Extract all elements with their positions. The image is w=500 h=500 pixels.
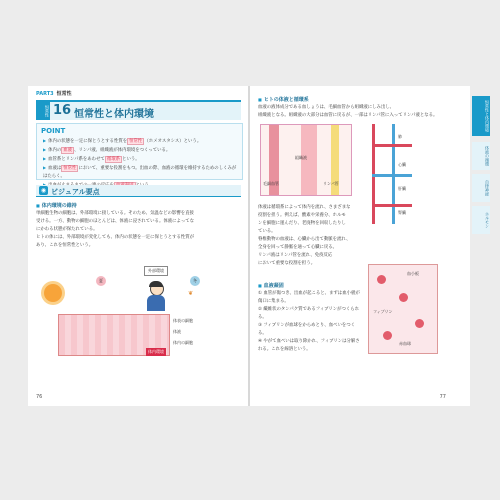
sun-icon	[44, 284, 62, 302]
visual-heading: ビジュアル要点	[51, 188, 100, 196]
person-illustration	[143, 282, 169, 312]
section-a2-body: 体液は循環系によって体内を流れ、さまざまな 役割を担う。例えば、酸素や栄養分、ホルモ ンを細胞に運んだり、老廃物を回収したりし ている。 脊椎動物の血液は、心臓から出て動脈を流れ、 全身を回って静脈を通って心臓に戻る。 リンパ液はリンパ管を流れ、免疫反応 において重要な役割を担う。	[258, 205, 351, 266]
skin-label-2: 体液	[173, 329, 181, 334]
summer-badge: 夏	[96, 276, 106, 286]
section-a-title: ■ ヒトの体液と循環系	[258, 96, 309, 103]
visual-heading-bar	[36, 185, 241, 197]
tissue-fluid-diagram	[260, 124, 352, 196]
clot-label-rbc: 赤血球	[399, 341, 411, 346]
organ-label-lung: 肺	[398, 134, 402, 139]
red-cell-shape	[377, 275, 386, 284]
organ-label-kidney: 腎臓	[398, 210, 406, 215]
point-item: ▶ 体内の 血液 、リンパ液、組織液が体内環境をつくっている。	[43, 146, 239, 155]
point-item: ▶ 血管系とリンパ系をあわせて 循環系 という。	[43, 155, 239, 164]
leaf-icon: ❦	[188, 290, 194, 297]
winter-badge: 冬	[190, 276, 200, 286]
chapter-title: 恒常性と体内環境	[74, 109, 154, 120]
skin-label-3: 体内の細胞	[173, 340, 193, 345]
chapter-title-bar	[36, 100, 241, 120]
artery-branch-2	[372, 204, 412, 207]
red-cell-shape	[399, 293, 408, 302]
right-page	[250, 86, 490, 406]
skin-label-1: 体表の細胞	[173, 318, 193, 323]
external-env-label: 外部環境	[144, 266, 168, 276]
side-tab-4: ホルモン	[472, 206, 490, 234]
organ-label-liver: 肝臓	[398, 186, 406, 191]
section1-title: ■ 体内環境の維持	[36, 202, 77, 209]
diagram-label-1: 毛細血管	[263, 181, 279, 186]
internal-env-label: 体内環境	[148, 349, 164, 354]
side-tab-1: 恒常性と体内環境	[472, 96, 490, 136]
vein-branch	[372, 174, 412, 177]
clot-label-fibrin: フィブリン	[373, 309, 393, 314]
artery-branch	[372, 144, 412, 147]
chapter-number: 16	[53, 103, 72, 118]
eye-icon: ◉	[40, 187, 47, 194]
red-cell-shape	[415, 319, 424, 328]
diagram-label-3: リンパ管	[323, 181, 339, 186]
point-item: ▶ 血液は 恒常性 において、重要な役割をもつ。出血の際、血液の循環を維持するためのしくみがはたらく。	[43, 164, 239, 181]
page-number-left: 76	[36, 394, 43, 400]
person-hair	[149, 281, 163, 287]
clot-label-platelet: 血小板	[407, 271, 419, 276]
left-page	[28, 86, 248, 406]
point-list	[43, 137, 239, 190]
diagram-label-2: 組織液	[295, 155, 307, 160]
page-number-right: 77	[439, 394, 446, 400]
red-cell-shape	[383, 331, 392, 340]
section-b-title: ■ 血液凝固	[258, 282, 284, 289]
organ-label-heart: 心臓	[398, 162, 406, 167]
section-b-body: ① 血管が傷つき、出血が起こると、まずは血小板が傷口に集まる。 ② 繊維状のタンパク質であるフィブリンがつくられる。 ③ フィブリンが血球をからめとり、血ぺいをつくる。 ④ やがて血ぺいは取り除かれ、フィブリンは分解される。これを線溶という。	[258, 291, 360, 352]
side-tab-3: 自律神経	[472, 174, 490, 202]
section1-body: 単細胞生物の細胞は、外部環境に接している。そのため、気温などの影響を直接 受ける。一方、動物の細胞のほとんどは、体液に浸されている。体液によってな にかわる状態が保たれている。 ヒトの体には、外部環境が変化しても、体内の状態を一定に保とうとする性質が あり、これを恒常性という。	[36, 211, 195, 248]
chapter-tag: 恒常性	[36, 102, 50, 120]
part-label: PART3 恒常性	[36, 91, 72, 97]
point-item: ▶ 体内の状態を一定に保とうとする性質を 恒常性 （ホメオスタシス）という。	[43, 137, 239, 146]
person-body	[147, 295, 165, 311]
point-box	[36, 123, 243, 180]
point-heading: POINT	[41, 127, 66, 135]
blood-clot-diagram	[368, 264, 438, 354]
circulation-diagram	[362, 124, 430, 224]
side-tab-2: 体液の循環	[472, 142, 490, 170]
section-a-body: 血液の液体成分である血しょうは、毛細血管から組織液にしみ出し、 組織液となる。組織液の大部分は血管に戻るが、一部はリンパ管に入ってリンパ液となる。	[258, 105, 438, 118]
